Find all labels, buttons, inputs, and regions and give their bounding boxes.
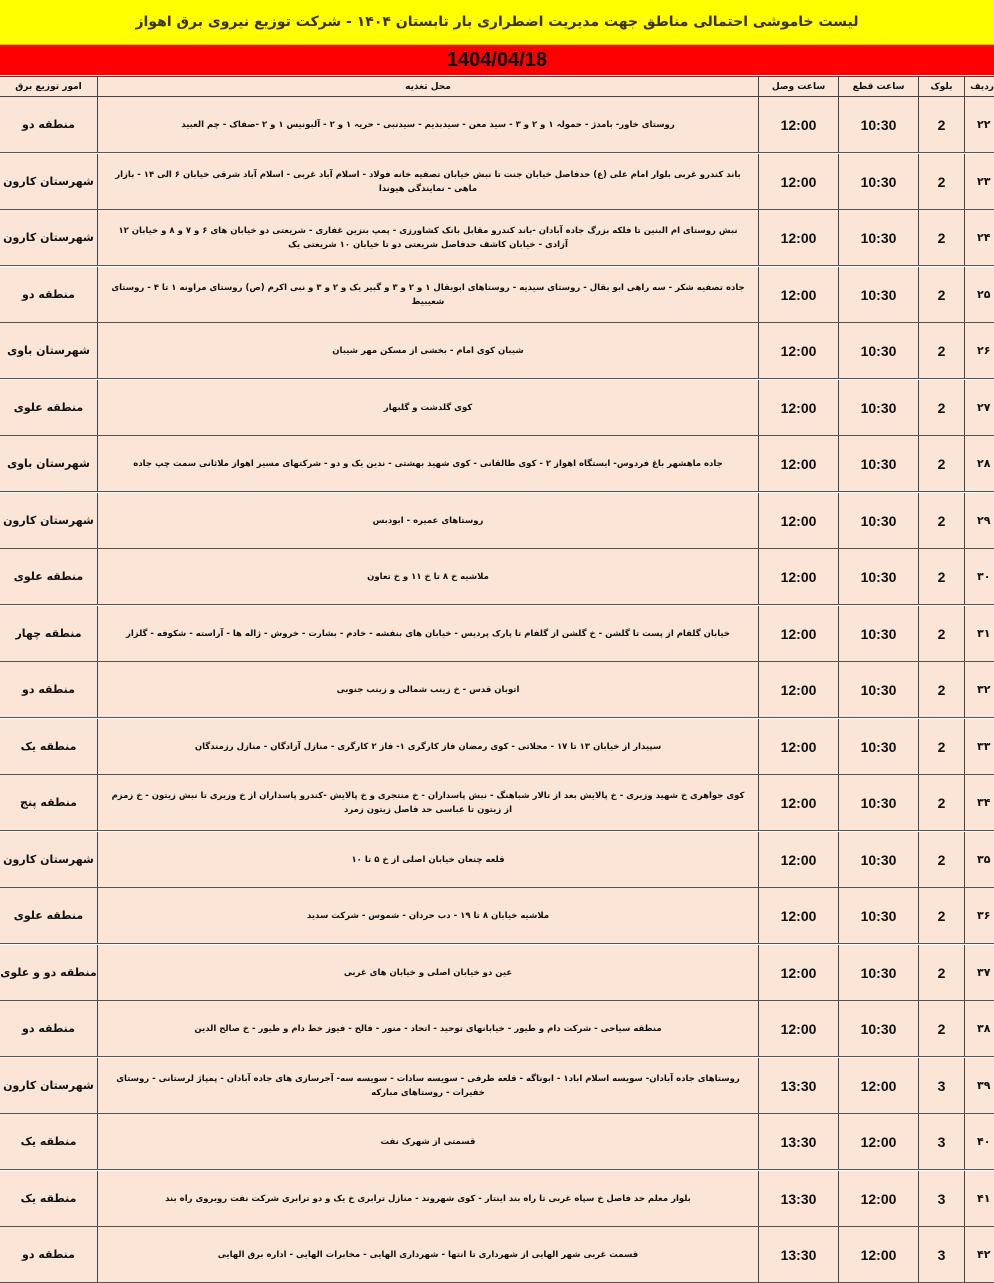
header-on-time: ساعت وصل bbox=[759, 77, 839, 96]
off-time-cell: 10:30 bbox=[839, 436, 919, 491]
date-text: 1404/04/18 bbox=[446, 48, 548, 71]
on-time-cell: 12:00 bbox=[759, 154, 839, 209]
table-row bbox=[0, 97, 994, 153]
feed-cell: بلوار معلم حد فاصل خ سپاه غربی تا راه بند اینتار - کوی شهروند - منازل ترابری خ یک و دو ترابری شرکت نفت روبروی راه بند bbox=[98, 1171, 759, 1226]
district-cell: منطقه علوی bbox=[0, 380, 98, 435]
row-number-cell: ۳۳ bbox=[977, 740, 991, 753]
row-number-cell: ۲۵ bbox=[977, 288, 991, 301]
off-time-cell: 10:30 bbox=[839, 267, 919, 322]
district-cell: شهرستان باوی bbox=[0, 323, 98, 378]
off-time-cell: 10:30 bbox=[839, 945, 919, 1000]
block-cell: 2 bbox=[919, 549, 965, 604]
header-row-number: ردیف bbox=[970, 81, 994, 92]
table-row bbox=[0, 606, 994, 662]
page-title: لیست خاموشی احتمالی مناطق جهت مدیریت اضطراری بار تابستان ۱۴۰۴ - شرکت توزیع نیروی برق اهواز bbox=[0, 0, 994, 45]
row-number-cell: ۳۴ bbox=[977, 796, 991, 809]
row-number-cell: ۲۲ bbox=[977, 118, 991, 131]
table-row bbox=[0, 1114, 994, 1170]
row-number-cell: ۳۵ bbox=[977, 853, 991, 866]
off-time-cell: 10:30 bbox=[839, 719, 919, 774]
row-number-cell: ۳۸ bbox=[977, 1022, 991, 1035]
row-number-cell: ۴۰ bbox=[977, 1135, 991, 1148]
table-row bbox=[0, 1058, 994, 1114]
district-cell: منطقه علوی bbox=[0, 549, 98, 604]
table-row bbox=[0, 1227, 994, 1283]
block-cell: 2 bbox=[919, 380, 965, 435]
table-row bbox=[0, 945, 994, 1001]
district-cell: منطقه دو bbox=[0, 97, 98, 152]
on-time-cell: 12:00 bbox=[759, 549, 839, 604]
district-cell: منطقه پنج bbox=[0, 775, 98, 830]
district-cell: منطقه یک bbox=[0, 1171, 98, 1226]
row-number-cell: ۲۴ bbox=[977, 231, 991, 244]
district-cell: شهرستان کارون bbox=[0, 154, 98, 209]
off-time-cell: 10:30 bbox=[839, 549, 919, 604]
header-district: امور توزیع برق bbox=[0, 77, 98, 96]
row-number-cell: ۲۳ bbox=[977, 175, 991, 188]
on-time-cell: 12:00 bbox=[759, 662, 839, 717]
table-row bbox=[0, 267, 994, 323]
row-number-cell: ۲۷ bbox=[977, 401, 991, 414]
table-row bbox=[0, 380, 994, 436]
block-cell: 3 bbox=[919, 1227, 965, 1282]
block-cell: 2 bbox=[919, 267, 965, 322]
block-cell: 2 bbox=[919, 662, 965, 717]
block-cell: 2 bbox=[919, 832, 965, 887]
block-cell: 2 bbox=[919, 97, 965, 152]
block-cell: 2 bbox=[919, 436, 965, 491]
header-off-time: ساعت قطع bbox=[839, 77, 919, 96]
row-number-cell: ۳۶ bbox=[977, 909, 991, 922]
feed-cell: خیابان گلفام از پست تا گلشن - خ گلشن از گلفام تا پارک پردیس - خیابان های بنفشه - خادم - بشارت - خروش - ژاله ها - آراسته - شکوفه - گلزار bbox=[98, 606, 759, 661]
off-time-cell: 10:30 bbox=[839, 97, 919, 152]
table-row bbox=[0, 549, 994, 605]
on-time-cell: 12:00 bbox=[759, 775, 839, 830]
off-time-cell: 12:00 bbox=[839, 1058, 919, 1113]
off-time-cell: 10:30 bbox=[839, 323, 919, 378]
on-time-cell: 12:00 bbox=[759, 888, 839, 943]
district-cell: منطقه یک bbox=[0, 719, 98, 774]
feed-cell: شیبان کوی امام - بخشی از مسکن مهر شیبان bbox=[98, 323, 759, 378]
block-cell: 2 bbox=[919, 775, 965, 830]
district-cell: منطقه دو bbox=[0, 662, 98, 717]
feed-cell: قلعه چنعان خیابان اصلی از خ ۵ تا ۱۰ bbox=[98, 832, 759, 887]
off-time-cell: 12:00 bbox=[839, 1114, 919, 1169]
block-cell: 2 bbox=[919, 719, 965, 774]
block-cell: 2 bbox=[919, 606, 965, 661]
district-cell: شهرستان باوی bbox=[0, 436, 98, 491]
on-time-cell: 13:30 bbox=[759, 1114, 839, 1169]
on-time-cell: 12:00 bbox=[759, 436, 839, 491]
off-time-cell: 10:30 bbox=[839, 888, 919, 943]
feed-cell: روستاهای عمیره - ابودبس bbox=[98, 493, 759, 548]
table-row bbox=[0, 493, 994, 549]
on-time-cell: 12:00 bbox=[759, 945, 839, 1000]
feed-cell: باند کندرو غربی بلوار امام علی (ع) حدفاصل خیابان جنت تا نبش خیابان تصفیه خانه فولاد - اسلام آباد غربی - اسلام آباد شرقی خیابان ۶ الی ۱۴ - بازار ماهی - نمایندگی هیوندا bbox=[98, 154, 759, 209]
off-time-cell: 10:30 bbox=[839, 832, 919, 887]
table-row bbox=[0, 832, 994, 888]
off-time-cell: 10:30 bbox=[839, 154, 919, 209]
table-row bbox=[0, 719, 994, 775]
feed-cell: نبش روستای ام البنین تا فلکه بزرگ جاده آبادان -باند کندرو مقابل بانک کشاورزی - پمپ بنزین غفاری - شریعتی دو خیابان های ۶ و ۷ و ۸ و خیابان ۱۲ آزادی - خیابان کاشف حدفاصل شریعتی دو تا خیابان ۱۰ شریعتی یک bbox=[98, 210, 759, 265]
feed-cell: ملاشیه خیابان ۸ تا ۱۹ - دب حردان - شموس - شرکت سدید bbox=[98, 888, 759, 943]
on-time-cell: 12:00 bbox=[759, 267, 839, 322]
on-time-cell: 13:30 bbox=[759, 1171, 839, 1226]
block-cell: 2 bbox=[919, 323, 965, 378]
on-time-cell: 12:00 bbox=[759, 210, 839, 265]
district-cell: شهرستان کارون bbox=[0, 1058, 98, 1113]
on-time-cell: 13:30 bbox=[759, 1227, 839, 1282]
row-number-cell: ۳۱ bbox=[977, 627, 991, 640]
feed-cell: قسمتی از شهرک نفت bbox=[98, 1114, 759, 1169]
header-block: بلوک bbox=[919, 77, 965, 96]
off-time-cell: 10:30 bbox=[839, 775, 919, 830]
district-cell: منطقه دو و علوی bbox=[0, 945, 98, 1000]
off-time-cell: 12:00 bbox=[839, 1171, 919, 1226]
table-row bbox=[0, 1171, 994, 1227]
district-cell: منطقه دو bbox=[0, 267, 98, 322]
off-time-cell: 10:30 bbox=[839, 1001, 919, 1056]
block-cell: 2 bbox=[919, 493, 965, 548]
block-cell: 2 bbox=[919, 945, 965, 1000]
off-time-cell: 12:00 bbox=[839, 1227, 919, 1282]
table-header bbox=[0, 76, 994, 97]
block-cell: 2 bbox=[919, 210, 965, 265]
row-number-cell: ۲۹ bbox=[977, 514, 991, 527]
table-row bbox=[0, 210, 994, 266]
row-number-cell: ۲۶ bbox=[977, 344, 991, 357]
row-number-cell: ۴۱ bbox=[977, 1192, 991, 1205]
off-time-cell: 10:30 bbox=[839, 210, 919, 265]
off-time-cell: 10:30 bbox=[839, 606, 919, 661]
row-number-cell: ۳۹ bbox=[977, 1079, 991, 1092]
block-cell: 3 bbox=[919, 1058, 965, 1113]
feed-cell: کوی گلدشت و گلبهار bbox=[98, 380, 759, 435]
date-banner bbox=[0, 45, 994, 75]
on-time-cell: 13:30 bbox=[759, 1058, 839, 1113]
district-cell: منطقه یک bbox=[0, 1114, 98, 1169]
off-time-cell: 10:30 bbox=[839, 380, 919, 435]
district-cell: منطقه دو bbox=[0, 1001, 98, 1056]
table-row bbox=[0, 662, 994, 718]
feed-cell: سپیدار از خیابان ۱۳ تا ۱۷ - محلاتی - کوی رمضان فاز کارگری ۱- فاز ۲ کارگری - منازل آزادگان - منازل رزمندگان bbox=[98, 719, 759, 774]
district-cell: منطقه علوی bbox=[0, 888, 98, 943]
feed-cell: منطقه سیاحی - شرکت دام و طیور - خیابانهای توحید - اتحاد - منور - فالح - فیوز خط دام و طیور - خ صالح الدین bbox=[98, 1001, 759, 1056]
feed-cell: روستاهای جاده آبادان- سویسه اسلام اباد۱ - ابوناگه - قلعه طرفی - سویسه سادات - سویسه سه- آجرسازی های جاده آبادان - پمپاژ لرستانی - روستای خفیرات - روستاهای مبارکه bbox=[98, 1058, 759, 1113]
table-row bbox=[0, 436, 994, 492]
on-time-cell: 12:00 bbox=[759, 97, 839, 152]
block-cell: 2 bbox=[919, 1001, 965, 1056]
row-number-cell: ۳۷ bbox=[977, 966, 991, 979]
feed-cell: اتوبان قدس - خ زینب شمالی و زینب جنوبی bbox=[98, 662, 759, 717]
on-time-cell: 12:00 bbox=[759, 493, 839, 548]
district-cell: شهرستان کارون bbox=[0, 210, 98, 265]
block-cell: 3 bbox=[919, 1114, 965, 1169]
row-number-cell: ۳۲ bbox=[977, 683, 991, 696]
block-cell: 2 bbox=[919, 154, 965, 209]
feed-cell: کوی جواهری خ شهید وزیری - خ پالایش بعد از تالار شباهنگ - نبش پاسداران - خ منتجری و خ پالایش -کندرو پاسداران از خ وزیری تا نبش زیتون - خ زمزم از زیتون تا عباسی حد فاصل زیتون زمرد bbox=[98, 775, 759, 830]
district-cell: منطقه چهار bbox=[0, 606, 98, 661]
header-feed: محل تغذیه bbox=[98, 77, 759, 96]
off-time-cell: 10:30 bbox=[839, 493, 919, 548]
feed-cell: جاده تصفیه شکر - سه راهی ابو بقال - روستای سیدیه - روستاهای ابوبقال ۱ و ۲ و ۳ و گبیر یک و ۲ و ۳ و نبی اکرم (ص) روستای مراونه ۱ تا ۴ - روستای شعیبیط bbox=[98, 267, 759, 322]
row-number-cell: ۲۸ bbox=[977, 457, 991, 470]
on-time-cell: 12:00 bbox=[759, 380, 839, 435]
district-cell: شهرستان کارون bbox=[0, 832, 98, 887]
table-row bbox=[0, 888, 994, 944]
row-number-cell: ۳۰ bbox=[977, 570, 991, 583]
block-cell: 2 bbox=[919, 888, 965, 943]
on-time-cell: 12:00 bbox=[759, 1001, 839, 1056]
table-row bbox=[0, 323, 994, 379]
feed-cell: ملاشیه خ ۸ تا خ ۱۱ و خ تعاون bbox=[98, 549, 759, 604]
table-row bbox=[0, 1001, 994, 1057]
feed-cell: عین دو خیابان اصلی و خیابان های غربی bbox=[98, 945, 759, 1000]
feed-cell: جاده ماهشهر باغ فردوس- ایستگاه اهواز ۲ - کوی طالقانی - کوی شهید بهشتی - ندین یک و دو - شرکتهای مسیر اهواز ملاثانی سمت چپ جاده bbox=[98, 436, 759, 491]
on-time-cell: 12:00 bbox=[759, 323, 839, 378]
table-row bbox=[0, 775, 994, 831]
table-row bbox=[0, 154, 994, 210]
row-number-cell: ۴۲ bbox=[977, 1248, 991, 1261]
on-time-cell: 12:00 bbox=[759, 606, 839, 661]
district-cell: منطقه دو bbox=[0, 1227, 98, 1282]
feed-cell: قسمت غربی شهر الهایی از شهرداری تا انتها - شهرداری الهایی - مخابرات الهایی - اداره برق الهایی bbox=[98, 1227, 759, 1282]
block-cell: 3 bbox=[919, 1171, 965, 1226]
table-body bbox=[0, 97, 994, 1280]
on-time-cell: 12:00 bbox=[759, 719, 839, 774]
district-cell: شهرستان کارون bbox=[0, 493, 98, 548]
feed-cell: روستای خاور- بامدژ - حمولہ ۱ و ۲ و ۳ - سید معن - سیدبدیم - سیدنبی - حریہ ۱ و ۲ - آلبونیس ۱ و ۲ -صفاک - چم العبید bbox=[98, 97, 759, 152]
on-time-cell: 12:00 bbox=[759, 832, 839, 887]
off-time-cell: 10:30 bbox=[839, 662, 919, 717]
